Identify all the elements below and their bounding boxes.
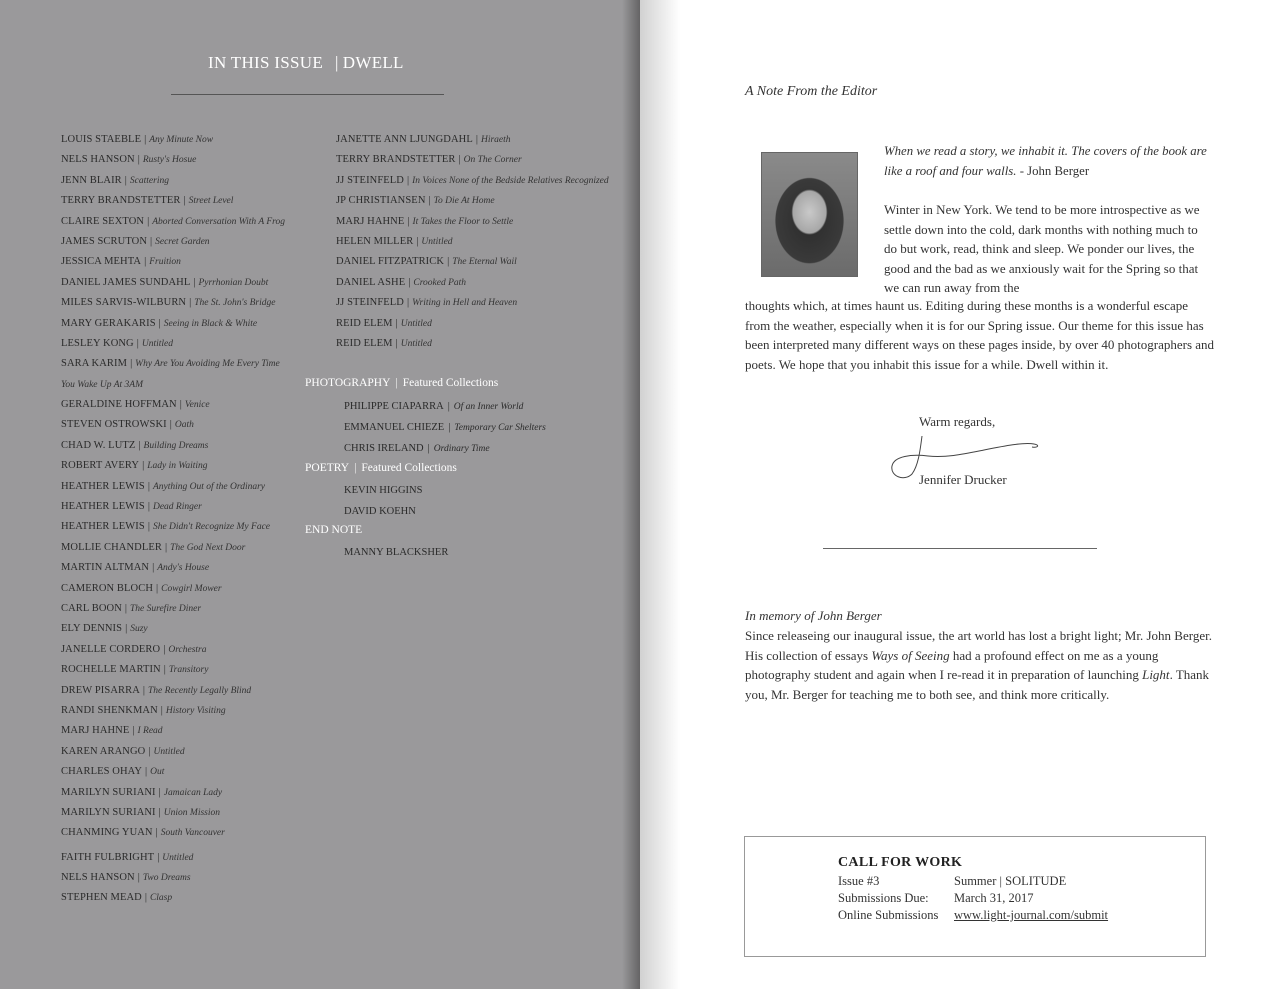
cfw-issue-value: Summer | SOLITUDE: [954, 874, 1067, 888]
contributor-name: HEATHER LEWIS: [61, 480, 145, 492]
contributor-name: CARL BOON: [61, 602, 122, 614]
entry-separator: |: [427, 443, 430, 454]
toc-entry: [61, 354, 285, 374]
contributor-name: FAITH FULBRIGHT: [61, 851, 155, 863]
work-title: On The Corner: [463, 155, 522, 166]
toc-entry: [61, 783, 285, 803]
toc-entry: [61, 150, 285, 170]
contributor-name: CHANMING YUAN: [61, 827, 153, 839]
toc-entry: [61, 579, 285, 599]
editor-photo: [761, 152, 858, 277]
toc-entry: [61, 868, 285, 888]
toc-entry: [336, 150, 609, 170]
entry-separator: |: [193, 276, 196, 288]
entry-separator: |: [458, 154, 461, 166]
contributor-name: TERRY BRANDSTETTER: [61, 195, 181, 207]
work-title: The Surefire Diner: [130, 603, 202, 614]
entry-separator: |: [416, 235, 419, 247]
toc-entry: [61, 660, 285, 680]
closing: Warm regards,: [919, 414, 996, 429]
contributor-name: DANIEL JAMES SUNDAHL: [61, 276, 191, 288]
toc-entry: [61, 558, 285, 578]
entry-separator: |: [395, 337, 398, 349]
toc-entry: [336, 232, 609, 252]
work-title: The Recently Legally Blind: [148, 685, 252, 696]
toc-entry: [61, 517, 285, 537]
contributor-name: JANELLE CORDERO: [61, 643, 161, 655]
toc-entry: [61, 497, 285, 517]
cfw-row-online: [838, 907, 1108, 924]
entry-separator: |: [158, 806, 161, 818]
poetry-sub: Featured Collections: [361, 462, 457, 474]
contributor-name: RANDI SHENKMAN: [61, 704, 158, 716]
endnote-heading: [305, 524, 362, 536]
contributor-name: CHRIS IRELAND: [344, 443, 424, 454]
photography-separator: |: [395, 377, 398, 389]
toc-entry: [61, 130, 285, 150]
editor-paragraph-a: Winter in New York. We tend to be more introspective as we settle down into the cold, dark months with nothing much to do but work, read, think and sleep. We ponder our lives, the good and the bad as we anxiously wait for the Spring so that we can run away from the: [884, 202, 1200, 295]
work-title: Untitled: [141, 338, 173, 349]
memory-text-1: Since releaseing our inaugural issue, the art world has lost a bright light; Mr. John Berger. His collection of essays: [745, 628, 1212, 663]
entry-separator: |: [130, 358, 133, 370]
toc-entry: [61, 888, 285, 908]
work-title: Transitory: [168, 665, 209, 676]
work-title: In Voices None of the Bedside Relatives Recognized: [412, 175, 609, 186]
toc-entry: [344, 396, 546, 417]
memory-book-title: Ways of Seeing: [871, 647, 950, 663]
cfw-online-key: Online Submissions: [838, 908, 939, 922]
toc-entry: [61, 293, 285, 313]
entry-separator: |: [189, 297, 192, 309]
contributor-name: DREW PISARRA: [61, 684, 140, 696]
toc-entry: [61, 212, 285, 232]
toc-entry: [61, 619, 285, 639]
entry-separator: |: [448, 422, 451, 433]
toc-entry: [61, 477, 285, 497]
entry-separator: |: [183, 195, 186, 207]
contributor-name: JJ STEINFELD: [336, 297, 404, 309]
work-title: Two Dreams: [142, 873, 191, 884]
contributor-name: CHAD W. LUTZ: [61, 439, 136, 451]
entry-separator: |: [144, 892, 147, 904]
contributor-name: MANNY BLACKSHER: [344, 547, 449, 558]
toc-entry: [336, 252, 609, 272]
toc-entry: [61, 538, 285, 558]
work-title: Jamaican Lady: [163, 787, 223, 798]
work-title: Any Minute Now: [149, 135, 214, 145]
toc-entry: [61, 415, 285, 435]
entry-separator: |: [160, 704, 163, 716]
work-title: Cowgirl Mower: [161, 583, 222, 594]
entry-separator: |: [124, 602, 127, 614]
contributor-name: DANIEL ASHE: [336, 276, 406, 288]
contributor-name: GERALDINE HOFFMAN: [61, 399, 177, 411]
toc-entry: [336, 314, 609, 334]
toc-entry: [61, 742, 285, 762]
work-title: She Didn't Recognize My Face: [152, 522, 270, 533]
entry-separator: |: [144, 134, 147, 145]
toc-entry: [61, 762, 285, 782]
entry-separator: |: [144, 256, 147, 268]
entry-separator: |: [148, 745, 151, 757]
contributor-name: JESSICA MEHTA: [61, 256, 142, 268]
toc-entry: [61, 456, 285, 476]
toc-entry: [61, 803, 285, 823]
entry-separator: |: [147, 521, 150, 533]
work-title: It Takes the Floor to Settle: [412, 216, 514, 227]
toc-entry: [61, 334, 285, 354]
entry-separator: |: [137, 872, 140, 884]
work-title: Street Level: [188, 196, 234, 207]
work-title: Untitled: [400, 338, 432, 349]
work-title: Dead Ringer: [152, 502, 202, 513]
poetry-list: [344, 480, 422, 522]
contributor-name: DAVID KOEHN: [344, 506, 416, 517]
contributor-name: ROCHELLE MARTIN: [61, 664, 161, 676]
issue-name: DWELL: [342, 53, 404, 72]
contributor-name: JAMES SCRUTON: [61, 235, 148, 247]
entry-separator: |: [475, 134, 478, 145]
toc-entry: [61, 232, 285, 252]
poetry-label: POETRY: [305, 462, 350, 474]
contributor-name: EMMANUEL CHIEZE: [344, 422, 445, 433]
entry-separator: |: [145, 766, 148, 778]
editor-paragraph-b: thoughts which, at times haunt us. Editing during these months is a wonderful escape from the weather, especially when it is for our Spring issue. Our theme for this issue has been interpreted many different ways on these pages inside, by over 40 photographers and poets. We hope that you inhabit this issue for a while. Dwell within it.: [745, 298, 1215, 372]
entry-separator: |: [158, 786, 161, 798]
entry-separator: |: [163, 664, 166, 676]
contributor-name: MOLLIE CHANDLER: [61, 541, 162, 553]
entry-separator: |: [132, 725, 135, 737]
submission-link[interactable]: www.light-journal.com/submit: [954, 908, 1109, 922]
work-title: South Vancouver: [160, 828, 225, 839]
toc-entry: [61, 314, 285, 334]
work-title: Anything Out of the Ordinary: [152, 481, 266, 492]
contributor-name: STEPHEN MEAD: [61, 892, 142, 904]
toc-entry: [61, 848, 285, 868]
entry-separator: |: [158, 317, 161, 329]
contributor-name: HEATHER LEWIS: [61, 501, 145, 513]
memory-text-2: had a profound effect on me as a young photography student and again when I re-read it in preparation of launching: [745, 647, 1159, 682]
entry-separator: |: [179, 399, 182, 411]
work-title: To Die At Home: [433, 196, 495, 207]
contributor-name: NELS HANSON: [61, 872, 135, 884]
toc-entry: [336, 334, 609, 354]
work-title: Rusty's Hosue: [142, 155, 197, 166]
entry-separator: |: [136, 337, 139, 349]
header-rule: [171, 94, 444, 95]
contributor-name: MARILYN SURIANI: [61, 786, 156, 798]
contributor-name: CAMERON BLOCH: [61, 582, 154, 594]
work-title: Building Dreams: [143, 440, 209, 451]
work-title: Of an Inner World: [453, 402, 524, 412]
toc-entry: [61, 171, 285, 191]
issue-header: [208, 53, 404, 73]
work-title: Writing in Hell and Heaven: [412, 298, 518, 309]
contributor-name: JANETTE ANN LJUNGDAHL: [336, 134, 473, 145]
contributor-name: KEVIN HIGGINS: [344, 485, 423, 496]
contributor-name: ROBERT AVERY: [61, 460, 140, 472]
cfw-row-due: [838, 890, 1108, 907]
contributor-name: MARTIN ALTMAN: [61, 562, 150, 574]
toc-entry: [336, 293, 609, 313]
toc-entry: [61, 640, 285, 660]
toc-entry: [61, 701, 285, 721]
work-title: The St. John's Bridge: [194, 298, 276, 309]
toc-entry: [336, 273, 609, 293]
contributor-name: NELS HANSON: [61, 154, 135, 166]
work-title: Oath: [174, 420, 194, 431]
toc-column-1: [61, 130, 285, 909]
toc-entry: [61, 436, 285, 456]
entry-separator: |: [142, 460, 145, 472]
memory-title: In memory of John Berger: [745, 608, 882, 623]
entry-separator: |: [142, 684, 146, 696]
entry-separator: |: [125, 623, 128, 635]
work-title: Hiraeth: [480, 135, 511, 145]
entry-separator: |: [138, 439, 141, 451]
work-title: Out: [150, 767, 165, 778]
work-title: Fruition: [149, 257, 181, 268]
poetry-heading: [305, 462, 457, 474]
contributor-name: CHARLES OHAY: [61, 766, 143, 778]
entry-separator: |: [155, 827, 158, 839]
contributor-name: PHILIPPE CIAPARRA: [344, 401, 444, 412]
call-for-work-details: [838, 873, 1108, 924]
contributor-name: DANIEL FITZPATRICK: [336, 256, 445, 268]
toc-entry: [344, 417, 546, 438]
entry-separator: |: [124, 174, 127, 186]
entry-separator: |: [152, 562, 155, 574]
cfw-online-value: [954, 907, 1108, 924]
memory-text-3: . Thank you, Mr. Berger for teaching me to both see, and think more critically.: [745, 667, 1210, 702]
toc-entry: [61, 721, 285, 741]
entry-separator: |: [428, 195, 431, 207]
entry-separator: |: [407, 215, 410, 227]
work-title: Untitled: [421, 236, 453, 247]
work-title: Secret Garden: [155, 236, 210, 247]
quote-text: When we read a story, we inhabit it. The covers of the book are like a roof and four walls.: [884, 144, 1207, 178]
work-title: Why Are You Avoiding Me Every Time: [135, 359, 280, 370]
memory-journal-title: Light: [1142, 667, 1170, 682]
work-title: Crooked Path: [413, 277, 467, 288]
contributor-name: JJ STEINFELD: [336, 174, 404, 186]
photography-sub: Featured Collections: [402, 377, 499, 389]
endnote-label: END NOTE: [305, 524, 363, 536]
work-title: You Wake Up At 3AM: [61, 379, 143, 390]
toc-entry: [336, 191, 609, 211]
contributor-name: JP CHRISTIANSEN: [336, 195, 426, 207]
cfw-due-value: March 31, 2017: [954, 891, 1034, 905]
contributor-name: LOUIS STAEBLE: [61, 134, 142, 145]
contributor-name: MILES SARVIS-WILBURN: [61, 297, 187, 309]
contributor-name: JENN BLAIR: [61, 174, 122, 186]
entry-separator: |: [408, 276, 411, 288]
contributor-name: MARILYN SURIANI: [61, 806, 156, 818]
cfw-due-key: Submissions Due:: [838, 891, 929, 905]
work-title: Venice: [184, 400, 210, 411]
entry-separator: |: [164, 541, 168, 553]
entry-separator: |: [150, 235, 153, 247]
work-title: Lady in Waiting: [147, 461, 208, 472]
issue-label: IN THIS ISSUE: [208, 53, 324, 72]
work-title: Orchestra: [168, 644, 207, 655]
entry-separator: |: [156, 582, 159, 594]
work-title: I Read: [137, 726, 163, 737]
work-title: Pyrrhonian Doubt: [198, 277, 269, 288]
toc-entry: [336, 171, 609, 191]
entry-separator: |: [407, 174, 410, 186]
contributor-name: MARJ HAHNE: [336, 215, 405, 227]
poetry-separator: |: [354, 462, 357, 474]
entry-separator: |: [147, 501, 150, 513]
section-rule: [823, 548, 1097, 549]
endnote-list: [344, 542, 448, 563]
entry-separator: |: [395, 317, 398, 329]
entry-separator: |: [137, 154, 140, 166]
toc-entry: [61, 395, 285, 415]
signer-name: Jennifer Drucker: [919, 472, 1007, 487]
work-title: Aborted Conversation With A Frog: [152, 216, 286, 227]
work-title: Untitled: [162, 852, 194, 863]
quote-attribution: - John Berger: [1019, 163, 1090, 178]
toc-entry: [61, 599, 285, 619]
work-title: The God Next Door: [170, 542, 246, 553]
call-for-work-title: CALL FOR WORK: [838, 855, 963, 870]
contributor-name: MARY GERAKARIS: [61, 317, 156, 329]
epigraph: [884, 142, 1209, 181]
entry-separator: |: [157, 851, 160, 863]
work-title: Suzy: [130, 624, 148, 635]
photography-label: PHOTOGRAPHY: [305, 377, 391, 389]
contributor-name: LESLEY KONG: [61, 337, 134, 349]
entry-separator: |: [447, 401, 450, 412]
toc-entry: [61, 191, 285, 211]
entry-separator: |: [147, 480, 150, 492]
work-title: Temporary Car Shelters: [454, 423, 546, 433]
work-title: The Eternal Wail: [452, 257, 517, 268]
work-title: Untitled: [153, 746, 185, 757]
cfw-row-issue: [838, 873, 1108, 890]
work-title: Untitled: [400, 318, 432, 329]
entry-separator: |: [447, 256, 450, 268]
toc-entry: [344, 438, 546, 459]
note-title: A Note From the Editor: [745, 84, 878, 99]
work-title: History Visiting: [165, 705, 226, 716]
toc-entry: [336, 130, 609, 150]
contributor-name: TERRY BRANDSTETTER: [336, 154, 456, 166]
work-title: Scattering: [129, 175, 169, 186]
work-title: Seeing in Black & White: [163, 318, 258, 329]
photography-heading: [305, 377, 498, 389]
contributor-name: CLAIRE SEXTON: [61, 215, 145, 227]
toc-entry: [336, 212, 609, 232]
entry-separator: |: [169, 419, 172, 431]
toc-entry: [61, 681, 285, 701]
contributor-name: KAREN ARANGO: [61, 745, 146, 757]
toc-entry: [61, 252, 285, 272]
contributor-name: HELEN MILLER: [336, 235, 414, 247]
cfw-issue-key: Issue #3: [838, 874, 880, 888]
header-separator: |: [335, 53, 339, 72]
toc-entry: [61, 273, 285, 293]
toc-column-2: [336, 130, 609, 354]
contributor-name: SARA KARIM: [61, 358, 128, 370]
toc-entry: [61, 823, 285, 843]
contributor-name: STEVEN OSTROWSKI: [61, 419, 167, 431]
entry-separator: |: [163, 643, 166, 655]
contributor-name: REID ELEM: [336, 317, 393, 329]
photography-list: [344, 396, 546, 459]
entry-separator: |: [407, 297, 410, 309]
memory-body: [745, 626, 1213, 704]
contributor-name: HEATHER LEWIS: [61, 521, 145, 533]
toc-entry: [61, 375, 285, 395]
contributor-name: ELY DENNIS: [61, 623, 123, 635]
work-title: Ordinary Time: [433, 444, 490, 454]
work-title: Clasp: [149, 893, 173, 904]
contributor-name: MARJ HAHNE: [61, 725, 130, 737]
work-title: Union Mission: [163, 807, 220, 818]
contributor-name: REID ELEM: [336, 337, 393, 349]
entry-separator: |: [147, 215, 150, 227]
work-title: Andy's House: [157, 563, 210, 574]
